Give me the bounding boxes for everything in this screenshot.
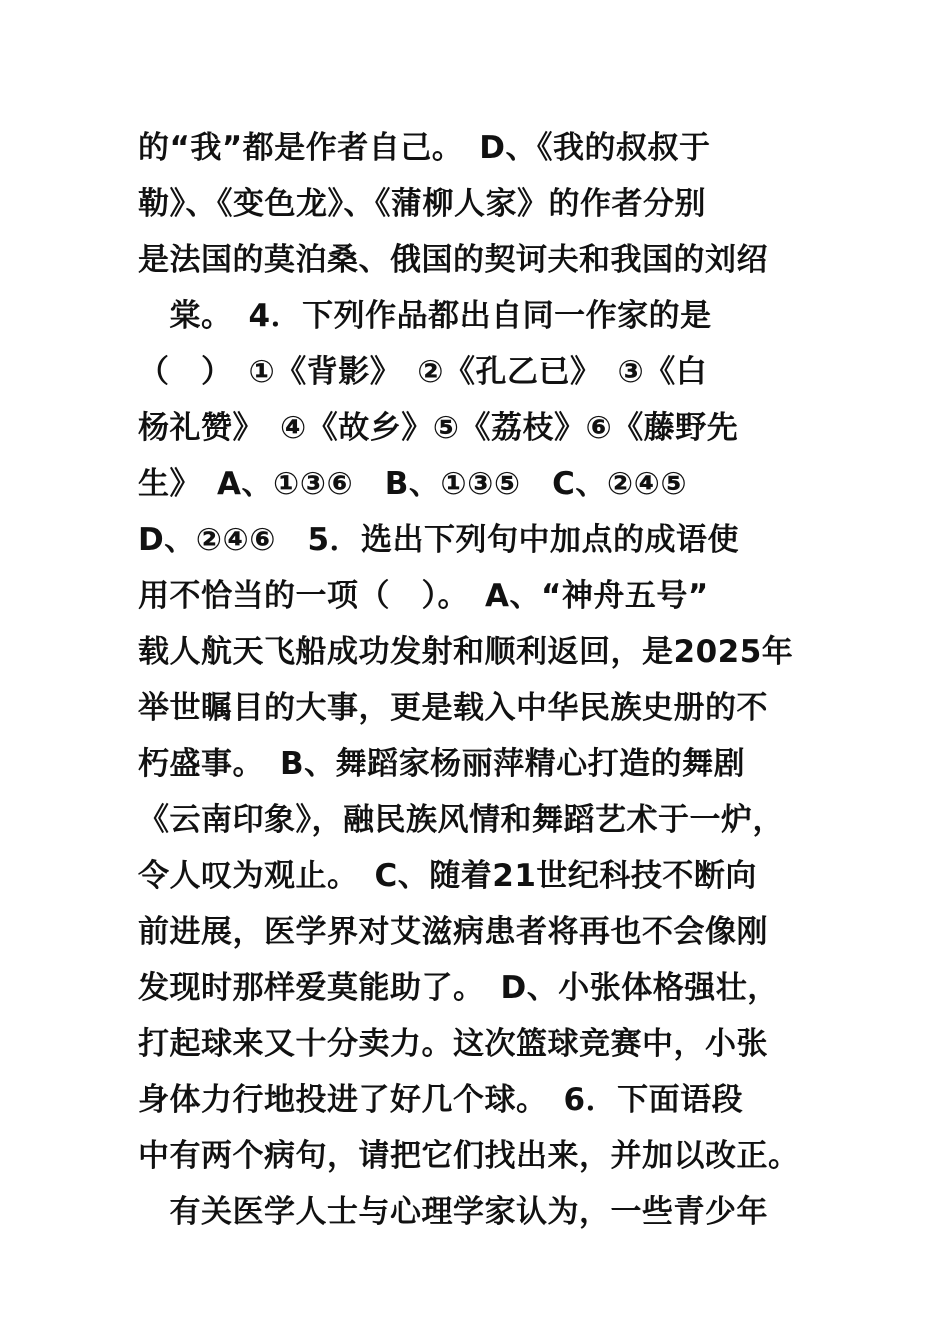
text-line: 打起球来又十分卖力。这次篮球竞赛中，小张 xyxy=(138,1026,768,1062)
text-line: 载人航天飞船成功发射和顺利返回，是2025年 xyxy=(138,634,794,670)
text-line: 身体力行地投进了好几个球。 6．下面语段 xyxy=(138,1082,744,1118)
text-line: 用不恰当的一项（ ）。 A、“神舟五号” xyxy=(138,578,709,614)
text-line: 发现时那样爱莫能助了。 D、小张体格强壮， xyxy=(138,970,779,1006)
text-line: 棠。 4．下列作品都出自同一作家的是 xyxy=(138,298,712,334)
text-line: 《云南印象》，融民族风情和舞蹈艺术于一炉， xyxy=(138,802,784,838)
text-line: 朽盛事。 B、舞蹈家杨丽萍精心打造的舞剧 xyxy=(138,746,746,782)
text-line: （ ） ①《背影》 ②《孔乙已》 ③《白 xyxy=(138,354,708,390)
text-line: 生》 A、①③⑥ B、①③⑤ C、②④⑤ xyxy=(138,466,688,502)
text-line: 举世瞩目的大事，更是载入中华民族史册的不 xyxy=(138,690,768,726)
text-line: 的“我”都是作者自己。 D、《我的叔叔于 xyxy=(138,130,711,166)
text-line: 杨礼赞》 ④《故乡》⑤《荔枝》⑥《藤野先 xyxy=(138,410,739,446)
text-line: 令人叹为观止。 C、随着21世纪科技不断向 xyxy=(138,858,757,894)
text-line: 是法国的莫泊桑、俄国的契诃夫和我国的刘绍 xyxy=(138,242,768,278)
text-line: 勒》、《变色龙》、《蒲柳人家》的作者分别 xyxy=(138,186,706,222)
text-line: 前进展，医学界对艾滋病患者将再也不会像刚 xyxy=(138,914,768,950)
text-line: 中有两个病句，请把它们找出来，并加以改正。 xyxy=(138,1138,800,1174)
text-line: D、②④⑥ 5．选出下列句中加点的成语使 xyxy=(138,522,740,558)
text-line: 有关医学人士与心理学家认为，一些青少年 xyxy=(138,1194,768,1230)
